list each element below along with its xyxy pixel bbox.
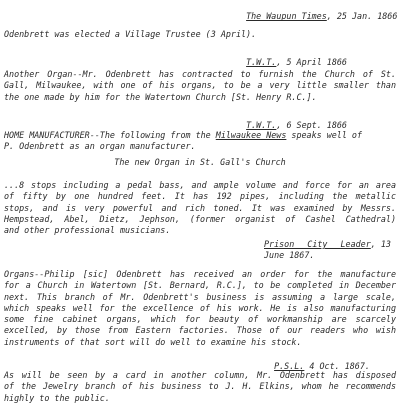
text-line: stops, and is very powerful and rich toned. It was examined by Messrs. [4,202,396,213]
text-line: which speaks well for the excellence of his work. He is also manufacturing [4,302,396,313]
paragraph [4,180,396,236]
text-line: of fifty by one hundred feet. It has 192 pipes, including the metallic [4,191,396,202]
newspaper-title: T.W.T. [246,57,277,68]
citation-date: , 25 Jan. 1866 [326,11,398,22]
text-line: HOME MANUFACTURER--The following from the Milwaukee News speaks well of [4,130,363,140]
text-line: Another Organ--Mr. Odenbrett has contracted to furnish the Church of St. [4,69,396,79]
newspaper-title: T.W.T. [246,120,277,131]
article-heading: The new Organ in St. Gall's Church [114,157,286,167]
text-line: some fine cabinet organs, which for beauty of workmanship are scarcely [4,314,396,325]
text-line: and other professional musicians. [4,225,171,236]
citation-header [236,46,347,69]
paragraph: Odenbrett was elected a Village Trustee (3 April). [4,29,257,39]
text-line: of the Jewelry branch of his business to J. H. Elkins, whom he recommends [4,381,396,392]
newspaper-title: Prison City Leader [264,239,371,249]
newspaper-title: P.S.L. [274,361,305,372]
citation-date: , 6 Sept. 1866 [276,120,347,131]
newspaper-title: The Waupun Times [246,11,327,22]
paragraph [4,130,396,153]
text-line: As will be seen by a card in another column, Mr. Odenbrett has disposed [4,370,396,380]
text-line: Organs--Philip [sic] Odenbrett has received an order for the manufacture [4,269,396,279]
citation-header [264,239,396,262]
text-line: Hempstead, Abel, Dietz, Jephson, (former organist of Cashel Cathedral) [4,213,396,224]
paragraph [4,269,396,348]
citation-header [236,0,397,23]
text-line: highly to the public. [4,392,110,403]
citation-date: , 5 April 1866 [276,57,347,68]
newspaper-title: Milwaukee News [215,130,287,140]
text-line: the one made by him for the Watertown Church [St. Henry R.C.]. [4,91,317,102]
text-line: next. This branch of Mr. Odenbrett's business is assuming a large scale, [4,291,396,302]
text-line: ...8 stops including a pedal bass, and ample volume and force for an area [4,180,396,190]
citation-date: , 13 June 1867. [264,239,391,261]
text-line: Gall, Milwaukee, with one of his organs, to be a very little smaller than [4,80,396,91]
text-line: P. Odenbrett as an organ manufacturer. [4,141,196,152]
paragraph [4,370,396,404]
citation-header [236,109,347,132]
paragraph [4,69,396,103]
citation-date: 4 Oct. 1867. [304,361,370,372]
text-line: excelled, by those from Eastern factories. Those of our readers who wish [4,325,396,336]
text-line: for a Church in Watertown [St. Bernard, R.C.], to be completed in December [4,280,396,291]
text-line: instruments of that sort will do well to examine his stock. [4,336,302,347]
